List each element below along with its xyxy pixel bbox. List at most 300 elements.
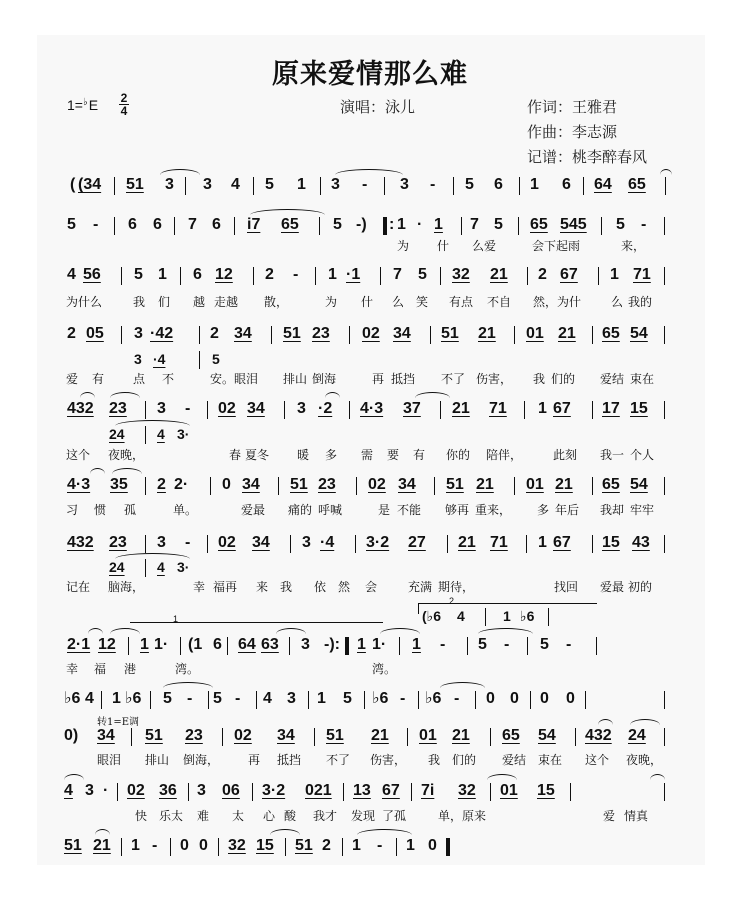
key-change-label: 转1=E调 [97, 717, 140, 728]
note: 17 [602, 400, 620, 417]
note: 6 [212, 216, 221, 233]
slur-mark [115, 420, 190, 426]
volta-1-number: 1 [173, 614, 179, 624]
lyric: 越 [193, 295, 206, 309]
lyric: 我才 [313, 809, 338, 823]
lyric: 习 [66, 503, 79, 517]
note: 02 [127, 782, 145, 799]
note: 3 [197, 782, 206, 799]
note: i7 [247, 216, 261, 233]
bar-line [665, 177, 666, 195]
lyric: 孤 [124, 503, 137, 517]
note: 3 [157, 400, 166, 417]
lyric: 春 [229, 448, 242, 462]
lyric: 重来， [475, 503, 512, 517]
lyric: 什 [437, 239, 450, 253]
lyric: 我 [428, 753, 441, 767]
lyric: 们的 [551, 372, 576, 386]
lyric: 有 [92, 372, 105, 386]
note: (34 [78, 176, 102, 193]
note: 21 [458, 534, 476, 551]
alt-note: 4 [157, 559, 165, 575]
slur-mark [335, 169, 403, 175]
score-row-5 [0, 400, 740, 420]
alt-note: ♭6 [520, 608, 535, 624]
bar-line [252, 783, 253, 801]
note: 5 [213, 690, 222, 707]
lyric: 抵挡 [391, 372, 416, 386]
note: 3 [301, 636, 310, 653]
note: 1 [610, 266, 619, 283]
note: 0 [222, 476, 231, 493]
bar-line [356, 477, 357, 495]
note: 6 [562, 176, 571, 193]
note: 3 [157, 534, 166, 551]
note: 1 [538, 534, 547, 551]
note: 34 [234, 325, 252, 342]
lyric: 此刻 [553, 448, 578, 462]
lyric: 个人 [630, 448, 655, 462]
note: 65 [602, 325, 620, 342]
lyric: 乐太 [159, 809, 184, 823]
bar-line [253, 267, 254, 285]
bar-line [145, 426, 146, 444]
bar-line [199, 351, 200, 369]
bar-line [583, 177, 584, 195]
bar-line [290, 535, 291, 553]
note: 02 [362, 325, 380, 342]
note: 13 [353, 782, 371, 799]
bar-line [114, 177, 115, 195]
note: 6 [128, 216, 137, 233]
note: 65 [502, 727, 520, 744]
note: 1 [112, 690, 121, 707]
composer-credit: 作曲：李志源 [527, 123, 618, 141]
lyric: 爱结 [600, 372, 625, 386]
note: -): [324, 636, 340, 653]
lyric: 再 [248, 753, 261, 767]
note: 15 [537, 782, 555, 799]
note: 0 [540, 690, 549, 707]
bar-line [664, 783, 665, 801]
note: 21 [452, 727, 470, 744]
note: 5 [494, 216, 503, 233]
bar-line [289, 637, 290, 655]
lyric: 暖 [297, 448, 310, 462]
slur-mark [660, 169, 672, 175]
lyric: 排山 [283, 372, 308, 386]
note: 67 [560, 266, 578, 283]
note: 01 [419, 727, 437, 744]
note: 1 [434, 216, 443, 233]
bar-line [131, 728, 132, 746]
note: 2 [538, 266, 547, 283]
note: 1 [352, 837, 361, 854]
alt-note: 5 [212, 351, 220, 367]
time-top: 2 [120, 91, 128, 105]
lyric: 痛的 [288, 503, 313, 517]
note: 3 [134, 325, 143, 342]
note: 27 [408, 534, 426, 551]
score-row-10 [0, 727, 740, 747]
bar-line [227, 637, 228, 655]
note: 71 [490, 534, 508, 551]
lyric: 多 [325, 448, 338, 462]
slur-mark [64, 774, 84, 780]
note: 65 [602, 476, 620, 493]
note: 5 [67, 216, 76, 233]
lyric: 点 [133, 372, 146, 386]
note: 432 [67, 534, 94, 551]
bar-line [314, 728, 315, 746]
lyric: 么 [392, 295, 405, 309]
lyric: 难 [197, 809, 210, 823]
note: 1 [140, 636, 149, 653]
note: - [185, 400, 191, 417]
note: 4 [263, 690, 272, 707]
lyric: 么 [611, 295, 624, 309]
note: ·1 [346, 266, 361, 283]
alt-note: 3 [134, 351, 142, 367]
bar-line [218, 838, 219, 856]
lyric: 期待， [438, 580, 475, 594]
bar-line [664, 401, 665, 419]
lyrics-row-6 [0, 501, 740, 517]
lyric: 束在 [538, 753, 563, 767]
lyric: 不了 [441, 372, 466, 386]
lyric: 年后 [555, 503, 580, 517]
note: 3 [400, 176, 409, 193]
note: 64 [594, 176, 612, 193]
slur-mark [380, 628, 420, 634]
note: 2· [174, 476, 189, 493]
note: 51 [145, 727, 163, 744]
lyric: 安。眼泪 [210, 372, 259, 386]
bar-line [101, 691, 102, 709]
bar-line [598, 267, 599, 285]
lyric: 不能 [397, 503, 422, 517]
time-signature [119, 92, 129, 117]
lyric: 福 [94, 662, 107, 676]
slur-mark [163, 682, 213, 688]
lyric: 会 [365, 580, 378, 594]
note: 5 [465, 176, 474, 193]
bar-line [185, 177, 186, 195]
note: 21 [371, 727, 389, 744]
bar-line [315, 267, 316, 285]
note: 21 [452, 400, 470, 417]
note: 02 [368, 476, 386, 493]
note: 7 [470, 216, 479, 233]
bar-line [384, 177, 385, 195]
bar-line [121, 267, 122, 285]
note: 3 [85, 782, 94, 799]
note: 6 [494, 176, 503, 193]
lyric: 心 [263, 809, 276, 823]
bar-line [530, 691, 531, 709]
note: 1· [154, 636, 169, 653]
singer-credit: 演唱：泳儿 [340, 98, 416, 116]
note: 3 [297, 400, 306, 417]
note: 0 [180, 837, 189, 854]
lyrics-row-5 [0, 446, 740, 462]
note: 4 [64, 782, 73, 799]
bar-line [207, 401, 208, 419]
score-row-4 [0, 325, 740, 345]
lyric: 我却 [600, 503, 625, 517]
bar-line [150, 691, 151, 709]
note: 63 [261, 636, 279, 653]
note: - [185, 534, 191, 551]
note: 1 [357, 636, 366, 653]
note: 15 [630, 400, 648, 417]
flat-icon: ♭ [82, 97, 88, 108]
bar-line [585, 691, 586, 709]
lyric: 单，原来 [438, 809, 487, 823]
repeat-start: : [389, 216, 395, 233]
slur-mark [440, 682, 485, 688]
bar-line [170, 838, 171, 856]
lyric: 会下起雨 [532, 239, 581, 253]
note: 01 [526, 476, 544, 493]
note: 545 [560, 216, 587, 233]
note: 21 [490, 266, 508, 283]
bar-line [514, 477, 515, 495]
slur-mark [250, 209, 325, 215]
note: 21 [555, 476, 573, 493]
note: 3 [203, 176, 212, 193]
note: 1 [328, 266, 337, 283]
lyric: 来， [621, 239, 646, 253]
lyric: 是 [378, 503, 391, 517]
lyric: 你的 [446, 448, 471, 462]
note: 51 [126, 176, 144, 193]
note: 4·3 [67, 476, 91, 493]
note: 51 [64, 837, 82, 854]
alt-note: 1 [503, 608, 511, 624]
bar-line [446, 838, 450, 856]
note: 6 [153, 216, 162, 233]
note: · [417, 216, 423, 233]
bar-line [592, 326, 593, 344]
bar-line [396, 838, 397, 856]
alt-note: 3· [177, 426, 190, 442]
note: 1 [397, 216, 406, 233]
note: 51 [290, 476, 308, 493]
lyric: 走越 [214, 295, 239, 309]
bar-line [145, 401, 146, 419]
note: 64 [238, 636, 256, 653]
bar-line [256, 691, 257, 709]
bar-line [145, 559, 146, 577]
note: 5 [343, 690, 352, 707]
note: 51 [326, 727, 344, 744]
bar-line [664, 535, 665, 553]
lyrics-row-8 [0, 660, 740, 676]
bar-line [188, 783, 189, 801]
note: 36 [159, 782, 177, 799]
note: ♭6 [425, 690, 442, 707]
bar-line [345, 637, 349, 655]
slur-mark [478, 628, 533, 634]
bar-line [349, 401, 350, 419]
score-row-7 [0, 534, 740, 554]
note: 32 [452, 266, 470, 283]
note: 5 [616, 216, 625, 233]
slur-mark [160, 169, 200, 175]
score-row-3 [0, 266, 740, 286]
note: 5 [333, 216, 342, 233]
bar-line [592, 477, 593, 495]
bar-line [284, 401, 285, 419]
bar-line [514, 326, 515, 344]
lyric: 湾。 [175, 662, 200, 676]
lyric: 这个 [66, 448, 91, 462]
lyric: 然 [338, 580, 351, 594]
lyric: 福再 [213, 580, 238, 594]
note: 65 [281, 216, 299, 233]
bar-line [271, 326, 272, 344]
note: 32 [228, 837, 246, 854]
note: 7 [393, 266, 402, 283]
note: 02 [218, 400, 236, 417]
alt-note: 24 [109, 426, 125, 442]
bar-line [664, 267, 665, 285]
note: - [454, 690, 460, 707]
lyric: 单。 [173, 503, 198, 517]
lyric: 爱最 [241, 503, 266, 517]
note: 1 [406, 837, 415, 854]
slur-mark [325, 392, 340, 398]
bar-line [320, 177, 321, 195]
slur-mark [80, 392, 95, 398]
bar-line [407, 728, 408, 746]
alt-note: 4 [157, 426, 165, 442]
lyric: 排山 [145, 753, 170, 767]
note: 0 [566, 690, 575, 707]
lyric: 湾。 [372, 662, 397, 676]
note: 15 [256, 837, 274, 854]
lyric: 为 [325, 295, 338, 309]
score-row-8 [0, 636, 740, 656]
bar-line [524, 401, 525, 419]
slur-mark [110, 392, 140, 398]
bar-line [355, 535, 356, 553]
lyric: 这个 [585, 753, 610, 767]
note: 1 [412, 636, 421, 653]
note: - [440, 636, 446, 653]
lyrics-row-4 [0, 370, 740, 386]
bar-line [430, 326, 431, 344]
alt-note: (♭6 [422, 608, 442, 624]
note: 23 [185, 727, 203, 744]
note: 2 [322, 837, 331, 854]
note: 65 [530, 216, 548, 233]
note: 2 [67, 325, 76, 342]
key-prefix: 1= [67, 97, 83, 113]
lyric: 么爱 [472, 239, 497, 253]
bar-line [490, 728, 491, 746]
note: 21 [476, 476, 494, 493]
bar-line [570, 783, 571, 801]
note: 21 [478, 325, 496, 342]
bar-line [519, 177, 520, 195]
note: 021 [305, 782, 332, 799]
lyric: 要 [387, 448, 400, 462]
slur-mark [276, 628, 306, 634]
alt-note: ·4 [153, 351, 166, 367]
score-row-11 [0, 782, 740, 802]
key-note: E [88, 97, 99, 113]
note: ♭6 [64, 690, 81, 707]
bar-line [526, 535, 527, 553]
slur-mark [115, 553, 190, 559]
note: 432 [585, 727, 612, 744]
bar-line [222, 728, 223, 746]
note: 1 [530, 176, 539, 193]
note: 5 [418, 266, 427, 283]
note: - [504, 636, 510, 653]
lyric: 爱最 [600, 580, 625, 594]
lyric: 需 [361, 448, 374, 462]
lyric: 伤害， [476, 372, 513, 386]
note: 0 [510, 690, 519, 707]
score-row-6 [0, 476, 740, 496]
bar-line [342, 838, 343, 856]
slur-mark [270, 829, 300, 835]
bar-line [527, 637, 528, 655]
lyric: 快 [135, 809, 148, 823]
bar-line [114, 217, 115, 235]
note: 15 [602, 534, 620, 551]
lyric: 依 [314, 580, 327, 594]
note: 4 [231, 176, 240, 193]
bar-line [447, 535, 448, 553]
bar-line [453, 177, 454, 195]
lyric: 呼喊 [318, 503, 343, 517]
note: - [152, 837, 158, 854]
note: 65 [628, 176, 646, 193]
note: 1 [297, 176, 306, 193]
bar-line [253, 177, 254, 195]
lyric: 然，为什 [533, 295, 582, 309]
note: 7i [421, 782, 435, 799]
bar-line [383, 217, 387, 235]
note: 51 [441, 325, 459, 342]
note: 67 [553, 400, 571, 417]
score-row-2 [0, 216, 740, 236]
note: - [566, 636, 572, 653]
lyric: 我 [133, 295, 146, 309]
bar-line [440, 267, 441, 285]
note: 23 [312, 325, 330, 342]
note: 34 [393, 325, 411, 342]
note: (1 [188, 636, 203, 653]
lyric: 来 [256, 580, 269, 594]
alt-note: 4 [457, 608, 465, 624]
score-row-9 [0, 690, 740, 710]
bar-line [180, 637, 181, 655]
lyric: 牢牢 [630, 503, 655, 517]
note: 3 [302, 534, 311, 551]
note: - [400, 690, 406, 707]
bar-line [601, 217, 602, 235]
note: 34 [247, 400, 265, 417]
lyrics-row-3 [0, 293, 740, 309]
note: 12 [215, 266, 233, 283]
note: 54 [630, 325, 648, 342]
bar-line [349, 326, 350, 344]
